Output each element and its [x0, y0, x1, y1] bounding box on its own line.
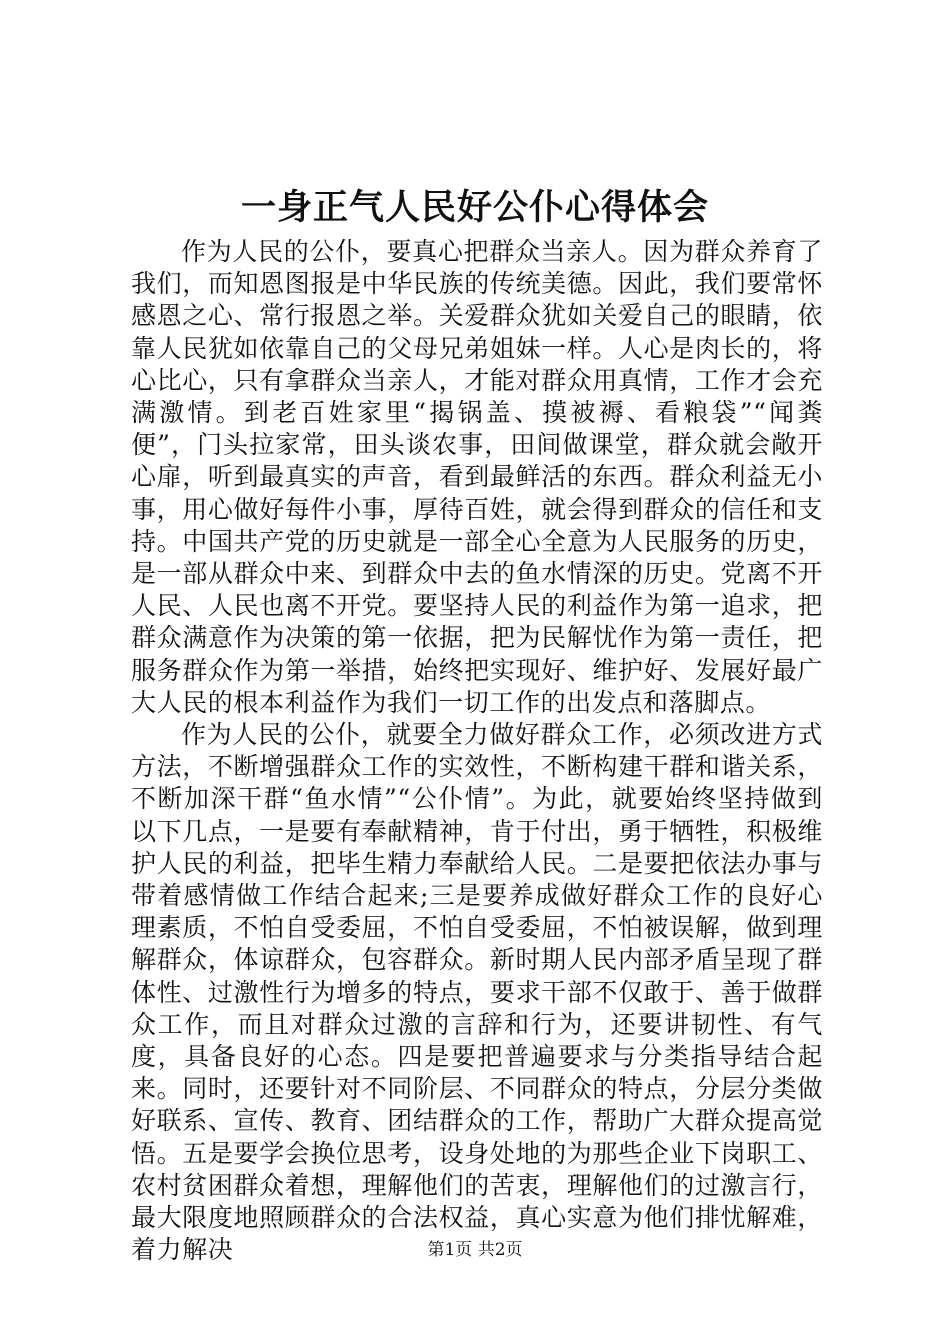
- page-footer: 第1页 共2页: [427, 1240, 523, 1260]
- paragraph-2: 作为人民的公仆，就要全力做好群众工作，必须改进方式方法，不断增强群众工作的实效性，不断构建干群和谐关系，不断加深干群“鱼水情”“公仆情”。为此，就要始终坚持做到以下几点，一是要有奉献精神，肯于付出，勇于牺牲，积极维护人民的利益，把毕生精力奉献给人民。二是要把依法办事与带着感情做工作结合起来;三是要养成做好群众工作的良好心理素质，不怕自受委屈，不怕自受委屈，不怕被误解，做到理解群众，体谅群众，包容群众。新时期人民内部矛盾呈现了群体性、过激性行为增多的特点，要求干部不仅敢于、善于做群众工作，而且对群众过激的言辞和行为，还要讲韧性、有气度，具备良好的心态。四是要把普遍要求与分类指导结合起来。同时，还要针对不同阶层、不同群众的特点，分层分类做好联系、宣传、教育、团结群众的工作，帮助广大群众提高觉悟。五是要学会换位思考，设身处地的为那些企业下岗职工、农村贫困群众着想，理解他们的苦衷，理解他们的过激言行，最大限度地照顾群众的合法权益，真心实意为他们排忧解难，着力解决: [131, 720, 823, 1265]
- document-body: [131, 236, 823, 1267]
- paragraph-1: 作为人民的公仆，要真心把群众当亲人。因为群众养育了我们，而知恩图报是中华民族的传统美德。因此，我们要常怀感恩之心、常行报恩之举。关爱群众犹如关爱自己的眼睛，依靠人民犹如依靠自己的父母兄弟姐妹一样。人心是肉长的，将心比心，只有拿群众当亲人，才能对群众用真情，工作才会充满激情。到老百姓家里“揭锅盖、摸被褥、看粮袋”“闻粪便”，门头拉家常，田头谈农事，田间做课堂，群众就会敞开心扉，听到最真实的声音，看到最鲜活的东西。群众利益无小事，用心做好每件小事，厚待百姓，就会得到群众的信任和支持。中国共产党的历史就是一部全心全意为人民服务的历史，是一部从群众中来、到群众中去的鱼水情深的历史。党离不开人民、人民也离不开党。要坚持人民的利益作为第一追求，把群众满意作为决策的第一依据，把为民解忧作为第一责任，把服务群众作为第一举措，始终把实现好、维护好、发展好最广大人民的根本利益作为我们一切工作的出发点和落脚点。: [131, 237, 823, 717]
- document-title: 一身正气人民好公仆心得体会: [240, 187, 709, 228]
